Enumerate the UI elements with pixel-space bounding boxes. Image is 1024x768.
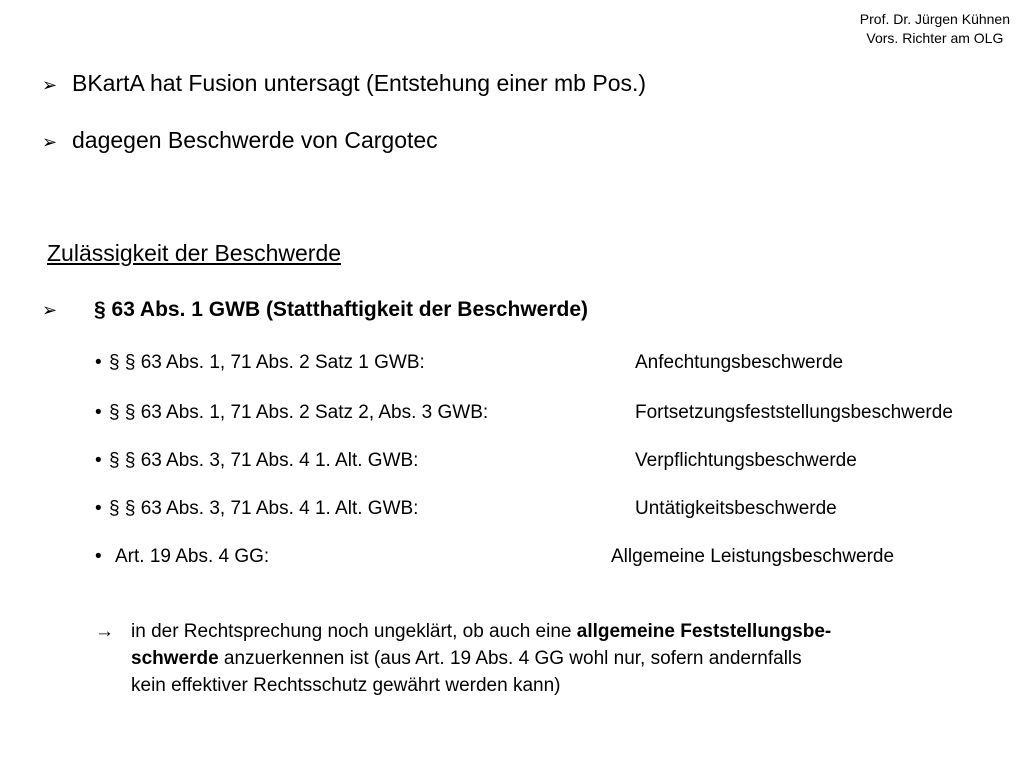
arrow-right-icon: → (95, 621, 114, 642)
bullet-text: BKartA hat Fusion untersagt (Entstehung einer mb Pos.) (72, 70, 647, 96)
note-block (95, 618, 831, 699)
main-point-text: § 63 Abs. 1 GWB (Statthaftigkeit der Beschwerde) (94, 298, 589, 321)
dot-icon: • (95, 402, 102, 423)
note-text: in der Rechtsprechung noch ungeklärt, ob auch eine (131, 621, 577, 642)
item-type: Allgemeine Leistungsbeschwerde (611, 546, 895, 567)
item-type: Fortsetzungsfeststellungsbeschwerde (635, 402, 953, 423)
dot-icon: • (95, 352, 102, 373)
list-item (95, 498, 1015, 522)
section-heading: Zulässigkeit der Beschwerde (47, 240, 342, 266)
note-line-1 (95, 618, 831, 645)
note-line-2 (95, 645, 831, 672)
item-reference: Art. 19 Abs. 4 GG: (115, 546, 270, 567)
author-name: Prof. Dr. Jürgen Kühnen (859, 11, 1010, 27)
note-line-3: kein effektiver Rechtsschutz gewährt werden kann) (131, 675, 561, 696)
author-block (860, 10, 1010, 48)
arrowhead-bullet-icon: ➢ (42, 75, 58, 95)
arrowhead-bullet-icon: ➢ (42, 132, 58, 152)
main-point (42, 298, 588, 322)
item-reference: § § 63 Abs. 1, 71 Abs. 2 Satz 2, Abs. 3 GWB: (109, 402, 489, 423)
note-emphasis: allgemeine Feststellungsbe- (576, 621, 832, 642)
list-item (95, 450, 1015, 474)
author-title: Vors. Richter am OLG (866, 30, 1004, 46)
dot-icon: • (95, 450, 102, 471)
bullet-item-1 (42, 70, 646, 97)
item-reference: § § 63 Abs. 1, 71 Abs. 2 Satz 1 GWB: (109, 352, 425, 373)
dot-icon: • (95, 498, 102, 519)
item-reference: § § 63 Abs. 3, 71 Abs. 4 1. Alt. GWB: (109, 498, 419, 519)
dot-icon: • (95, 546, 102, 567)
list-item (95, 402, 1015, 426)
arrowhead-bullet-icon: ➢ (42, 300, 58, 320)
note-text: anzuerkennen ist (aus Art. 19 Abs. 4 GG wohl nur, sofern andernfalls (218, 648, 802, 669)
bullet-text: dagegen Beschwerde von Cargotec (72, 127, 438, 153)
item-type: Anfechtungsbeschwerde (635, 352, 844, 373)
note-emphasis: schwerde (131, 648, 219, 669)
list-item (95, 352, 1015, 376)
bullet-item-2 (42, 127, 438, 154)
item-type: Verpflichtungsbeschwerde (635, 450, 857, 471)
item-reference: § § 63 Abs. 3, 71 Abs. 4 1. Alt. GWB: (109, 450, 419, 471)
list-item (95, 546, 1015, 570)
item-type: Untätigkeitsbeschwerde (635, 498, 837, 519)
